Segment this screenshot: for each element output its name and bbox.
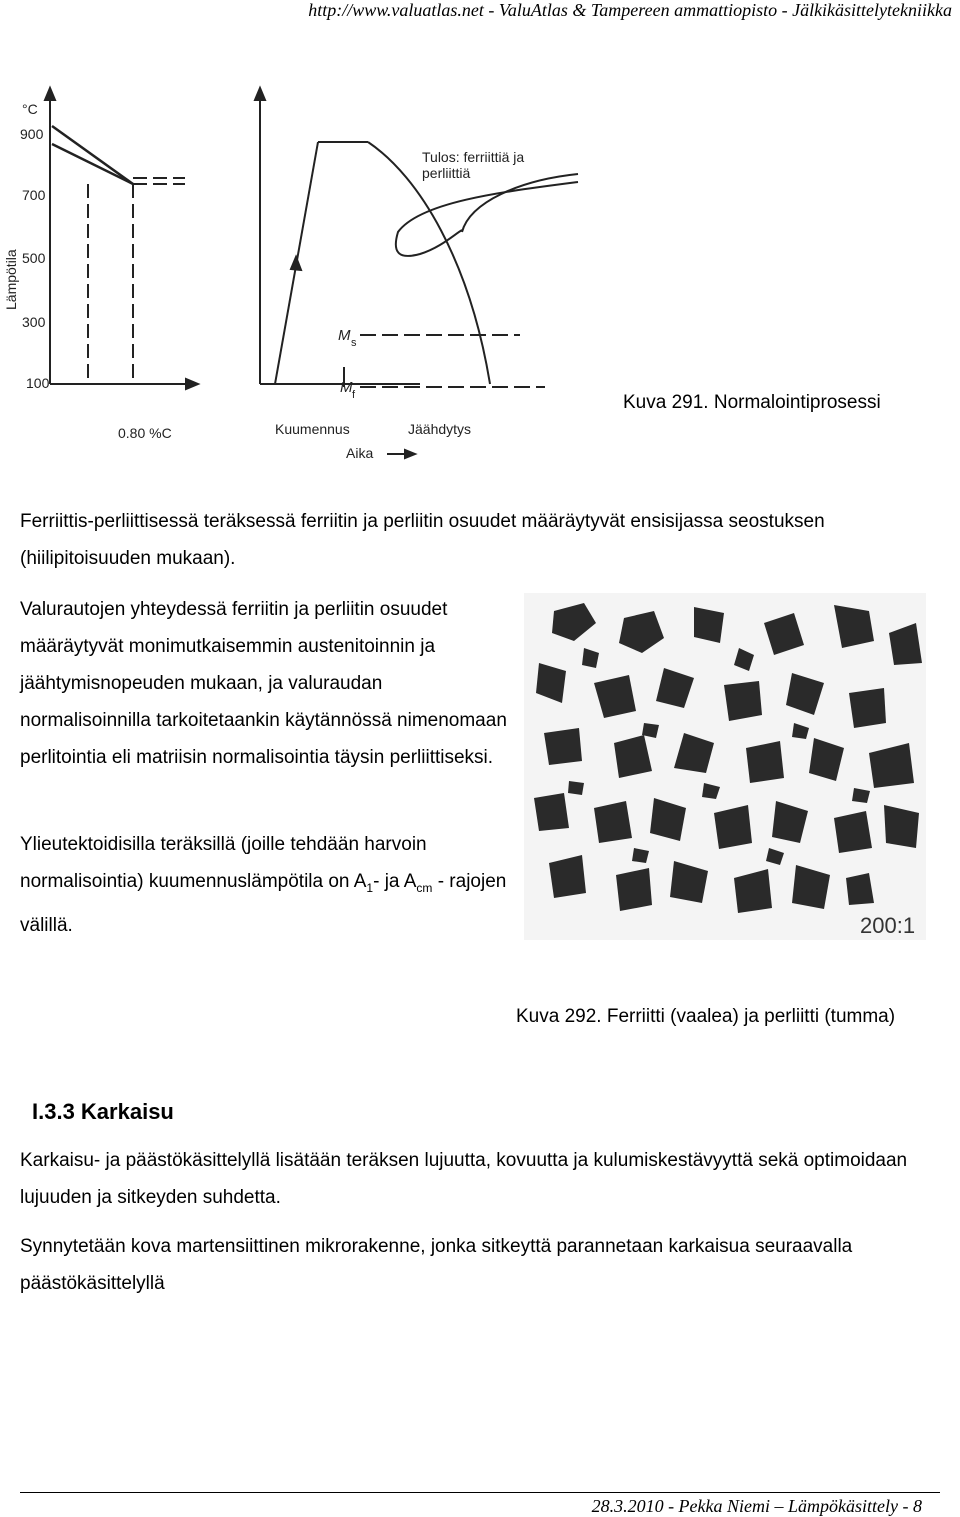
y-tick-100: 100 <box>26 375 50 391</box>
paragraph-karkaisu-2: Synnytetään kova martensiittinen mikrorakenne, jonka sitkeyttä parannetaan karkaisua seuraavalla päästökäsittelyllä <box>20 1236 853 1294</box>
y-tick-700: 700 <box>22 187 46 203</box>
y-axis-label: Lämpötila <box>3 249 19 310</box>
cooling-label: Jäähdytys <box>408 421 472 437</box>
figure-292-caption: Kuva 292. Ferriitti (vaalea) ja perliitti (tumma) <box>516 1006 896 1027</box>
section-heading-karkaisu: I.3.3 Karkaisu <box>32 1099 174 1124</box>
magnification-label: 200:1 <box>860 913 916 938</box>
mf-label: M <box>340 379 353 396</box>
carbon-marker-label: 0.80 %C <box>118 425 172 441</box>
y-unit-label: °C <box>22 101 38 117</box>
normalizing-diagram <box>0 82 620 467</box>
figure-291-caption: Kuva 291. Normalointiprosessi <box>623 392 881 413</box>
time-label: Aika <box>346 445 374 461</box>
ms-subscript: s <box>351 337 357 349</box>
hypereutectoid-text-b: - ja A <box>373 871 417 892</box>
micrograph-image <box>524 593 926 940</box>
result-label-line1: Tulos: ferriittiä ja <box>422 149 525 165</box>
paragraph-ferrite-pearlite: Ferriittis-perliittisessä teräksessä ferriitin ja perliitin osuudet määräytyvät ensisijassa seostuksen (hiilipitoisuuden mukaan). <box>20 511 825 569</box>
heating-label: Kuumennus <box>275 421 350 437</box>
paragraph-karkaisu-1: Karkaisu- ja päästökäsittelyllä lisätään teräksen lujuutta, kovuutta ja kulumiskestävyyttä sekä optimoidaan lujuuden ja sitkeyden suhdetta. <box>20 1150 908 1208</box>
hypereutectoid-text-a: Ylieutektoidisilla teräksillä (joille tehdään harvoin normalisointia) kuumennuslämpötila on A <box>20 834 427 892</box>
acm-subscript: cm <box>416 880 433 895</box>
header-url: http://www.valuatlas.net - ValuAtlas & Tampereen ammattiopisto - Jälkikäsittelytekniikka <box>308 0 952 20</box>
mf-subscript: f <box>352 389 356 401</box>
y-tick-300: 300 <box>22 314 46 330</box>
y-tick-500: 500 <box>22 250 46 266</box>
footer-text: 28.3.2010 - Pekka Niemi – Lämpökäsittely - 8 <box>591 1496 922 1516</box>
paragraph-hypereutectoid <box>20 826 520 944</box>
footer-divider <box>20 1492 940 1493</box>
ms-label: M <box>338 327 351 344</box>
a1-subscript: 1 <box>366 880 374 895</box>
y-tick-900: 900 <box>20 126 44 142</box>
hypereutectoid-text-c: - rajojen välillä. <box>20 871 507 936</box>
paragraph-cast-iron: Valurautojen yhteydessä ferriitin ja perliitin osuudet määräytyvät monimutkaisemmin austenitoinnin ja jäähtymisnopeuden mukaan, ja valuraudan normalisoinnilla tarkoitetaankin käytännössä nimenomaan perlitointia eli matriisin normalisointia täysin perliittiseksi. <box>20 599 507 768</box>
result-label-line2: perliittiä <box>422 165 471 181</box>
